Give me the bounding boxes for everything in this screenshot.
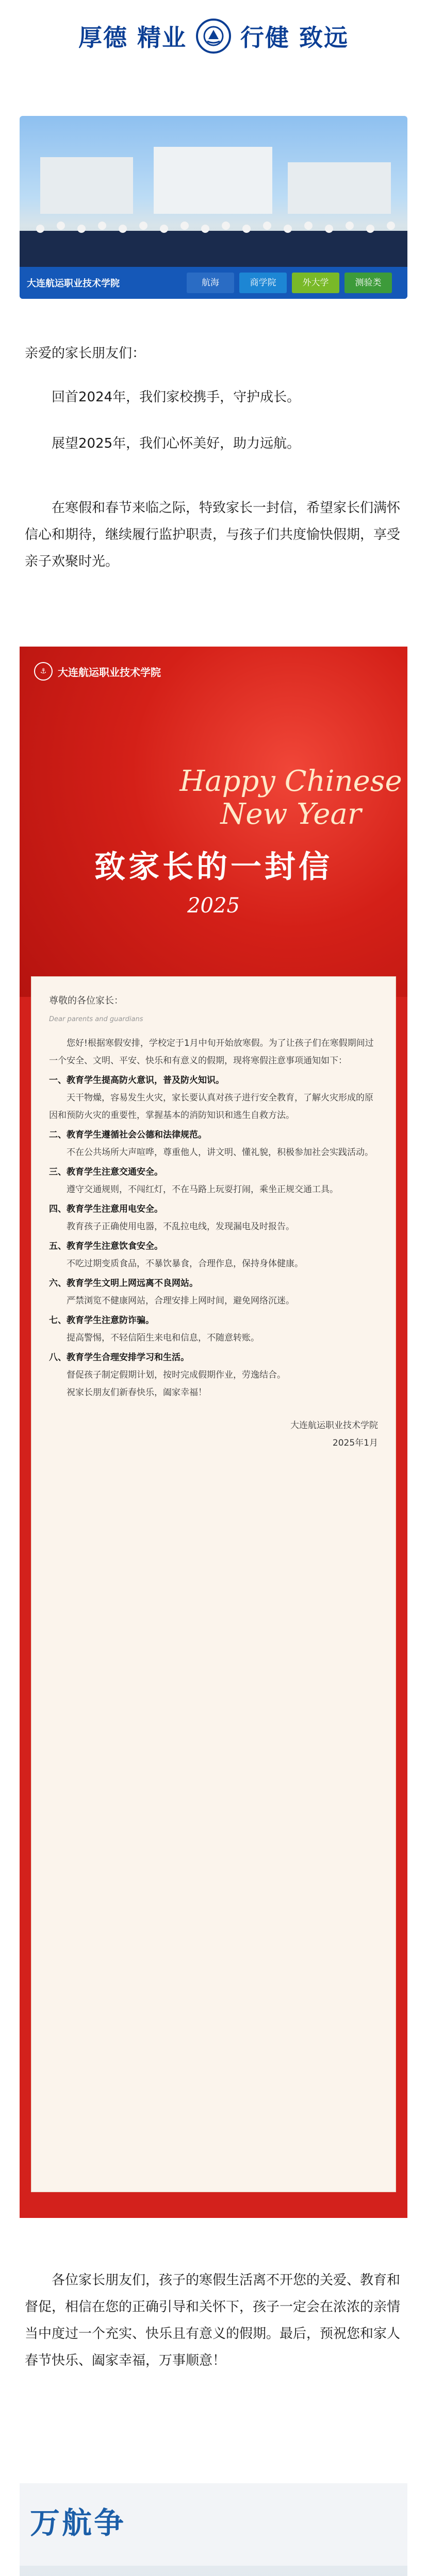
tag-0: 航海 xyxy=(187,273,234,293)
letter-title: 致家长的一封信 xyxy=(94,849,333,885)
tag-2: 外大学 xyxy=(292,273,339,293)
letter-section-heading: 四、教育学生注意用电安全。 xyxy=(49,1204,163,1214)
closing-paragraph: 各位家长朋友们，孩子的寒假生活离不开您的关爱、教育和督促，相信在您的正确引导和关怀下，孩子一定会在浓浓的亲情当中度过一个充实、快乐且有意义的假期。最后，预祝您和家人春节快乐、阖家幸福，万事顺意！ xyxy=(25,2273,401,2368)
letter-section-heading: 六、教育学生文明上网远离不良网站。 xyxy=(49,1278,198,1289)
happy-new-year-text: Happy Chinese New Year xyxy=(179,765,402,831)
letter-opening: 您好!根据寒假安排，学校定于1月中旬开始放寒假。为了让孩子们在寒假期间过一个安全、文明、平安、快乐和有意义的假期，现将寒假注意事项通知如下： xyxy=(49,1038,374,1066)
letter-section-body: 教育孩子正确使用电器，不乱拉电线，发现漏电及时报告。 xyxy=(67,1222,294,1232)
letter-sign-school: 大连航运职业技术学院 xyxy=(290,1420,378,1431)
letter-section-body: 不吃过期变质食品，不暴饮暴食，合理作息，保持身体健康。 xyxy=(67,1259,303,1269)
tag-3: 测验类 xyxy=(344,273,392,293)
letter-school-logo xyxy=(34,662,161,681)
hero-bar xyxy=(20,267,407,299)
letter-closing-note: 祝家长朋友们新春快乐，阖家幸福！ xyxy=(67,1387,207,1398)
intro-paragraph-2: 展望2025年，我们心怀美好，助力远航。 xyxy=(52,436,301,451)
hero-photo xyxy=(20,116,407,299)
letter-section-body: 遵守交通规则，不闯红灯，不在马路上玩耍打闹，乘坐正规交通工具。 xyxy=(67,1184,338,1195)
letter-year: 2025 xyxy=(187,894,240,918)
letter-school-name: 大连航运职业技术学院 xyxy=(58,666,161,679)
letter-sign-date: 2025年1月 xyxy=(332,1438,378,1448)
students-crowd xyxy=(20,210,407,267)
letter-section-heading: 七、教育学生注意防诈骗。 xyxy=(49,1315,154,1326)
letter-section-heading: 二、教育学生遵循社会公德和法律规范。 xyxy=(49,1130,207,1140)
motto xyxy=(0,0,427,72)
letter-section-heading: 五、教育学生注意饮食安全。 xyxy=(49,1241,163,1251)
hero-school-name: 大连航运职业技术学院 xyxy=(27,278,120,289)
letter-section-body: 天干物燥，容易发生火灾，家长要认真对孩子进行安全教育，了解火灾形成的原因和预防火灾的重要性，掌握基本的消防知识和逃生自救方法。 xyxy=(49,1093,373,1121)
header-banner xyxy=(0,0,427,72)
letter-salute-en: Dear parents and guardians xyxy=(49,1015,143,1023)
school-logo-icon xyxy=(196,19,231,54)
greeting: 亲爱的家长朋友们： xyxy=(25,346,146,361)
intro-paragraph-1: 回首2024年，我们家校携手，守护成长。 xyxy=(52,389,301,405)
tag-1: 商学院 xyxy=(239,273,287,293)
letter-section-heading: 八、教育学生合理安排学习和生活。 xyxy=(49,1352,189,1363)
letter-section-heading: 一、教育学生提高防火意识，普及防火知识。 xyxy=(49,1075,224,1086)
intro-paragraph-3: 在寒假和春节来临之际，特致家长一封信，希望家长们满怀信心和期待，继续履行监护职责，与孩子们共度愉快假期，享受亲子欢聚时光。 xyxy=(25,500,401,569)
letter-poster xyxy=(20,647,407,2218)
motto-left: 厚德 精业 xyxy=(78,24,187,52)
motto-right: 行健 致远 xyxy=(240,24,349,52)
letter-section-heading: 三、教育学生注意交通安全。 xyxy=(49,1167,163,1177)
letter-section-body: 不在公共场所大声喧哗，尊重他人，讲文明、懂礼貌，积极参加社会实践活动。 xyxy=(67,1147,373,1158)
letter-paper xyxy=(31,976,396,2192)
letter-section-body: 督促孩子制定假期计划，按时完成假期作业，劳逸结合。 xyxy=(67,1370,286,1380)
letter-salute: 尊敬的各位家长： xyxy=(49,995,123,1006)
letter-section-body: 提高警惕，不轻信陌生来电和信息，不随意转账。 xyxy=(67,1333,259,1343)
mini-logo-icon: ⚓ xyxy=(34,662,53,681)
letter-sections xyxy=(49,1072,378,1384)
photo-slogan: 万航争 xyxy=(30,2505,126,2540)
students-photo xyxy=(20,2483,407,2576)
letter-section-body: 严禁浏览不健康网站，合理安排上网时间，避免网络沉迷。 xyxy=(67,1296,294,1306)
